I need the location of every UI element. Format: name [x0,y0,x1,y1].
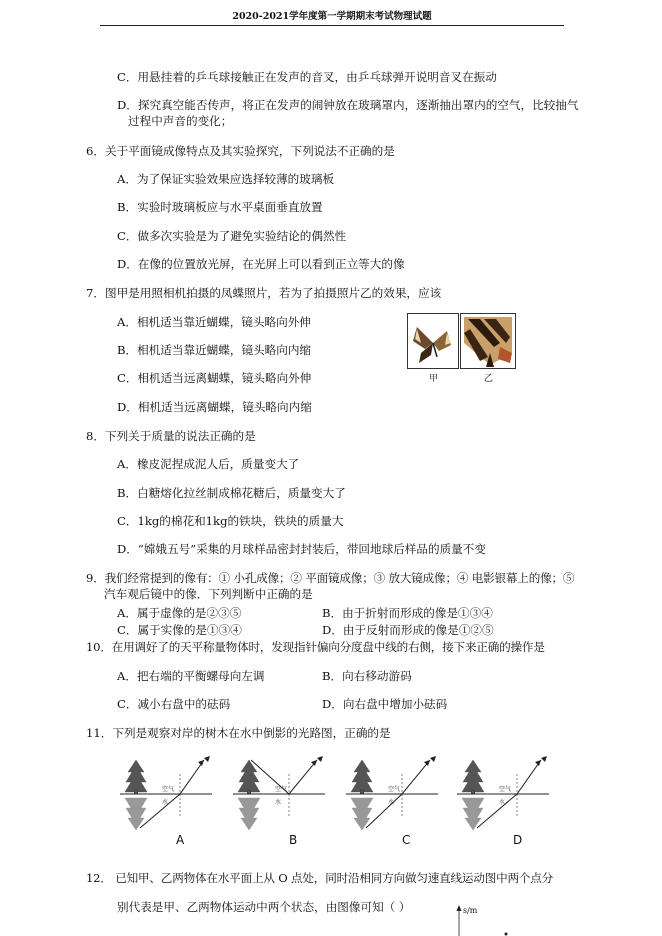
svg-text:空气: 空气 [275,786,288,793]
butterfly-label-yi: 乙 [484,374,494,384]
diagram-label-a: A [176,833,185,847]
q8-option-b: B．白糖熔化拉丝制成棉花糖后，质量变大了 [117,486,346,500]
q7-option-c: C．相机适当远离蝴蝶，镜头略向外伸 [117,371,312,385]
diagram-label-d: D [513,833,523,847]
q5-option-c: C．用悬挂着的乒乓球接触正在发声的音叉，由乒乓球弹开说明音叉在振动 [117,70,497,84]
diagram-label-b: B [289,833,298,847]
q10-option-d: D．向右盘中增加小砝码 [322,697,448,711]
svg-text:空气: 空气 [162,786,175,793]
q11-stem: 11．下列是观察对岸的树木在水中倒影的光路图，正确的是 [86,726,391,740]
q12-graph-axis [450,902,510,936]
q5-option-d-line1: D．探究真空能否传声，将正在发声的闹钟放在玻璃罩内，逐渐抽出罩内的空气，比较抽气 [117,98,579,112]
svg-text:水: 水 [162,799,169,806]
q10-stem: 10．在用调好了的天平称量物体时，发现指针偏向分度盘中线的右侧，接下来正确的操作是 [86,640,545,654]
q8-option-d: D．“嫦娥五号”采集的月球样品密封封装后，带回地球后样品的质量不变 [117,542,486,556]
ray-diagram-a [118,754,214,834]
q7-option-a: A．相机适当靠近蝴蝶，镜头略向外伸 [117,315,311,329]
eye-icon [317,756,323,762]
q9-option-c: C．属于实像的是①③④ [117,623,242,637]
q12-stem-line1: 12． 已知甲、乙两物体在水平面上从 O 点处，同时沿相同方向做匀速直线运动图中两个点分 [86,871,554,885]
q10-option-b: B．向右移动游码 [322,669,412,683]
q9-option-a: A．属于虚像的是②③⑤ [117,606,242,620]
q6-option-d: D．在像的位置放光屏，在光屏上可以看到正立等大的像 [117,257,405,271]
q6-option-c: C．做多次实验是为了避免实验结论的偶然性 [117,229,347,243]
q10-option-c: C．减小右盘中的砝码 [117,697,231,711]
q6-option-b: B．实验时玻璃板应与水平桌面垂直放置 [117,200,323,214]
svg-text:水: 水 [388,799,395,806]
q5-option-d-line2: 过程中声音的变化； [128,114,233,128]
butterfly-photo-jia [407,313,459,369]
q9-option-d: D．由于反射而形成的像是①②⑤ [322,623,494,637]
ray-diagram-d [455,754,551,834]
eye-icon [204,756,210,762]
q8-option-c: C．1kg的棉花和1kg的铁块，铁块的质量大 [117,514,344,528]
q9-stem-line1: 9．我们经常提到的像有：① 小孔成像；② 平面镜成像；③ 放大镜成像；④ 电影银幕上的像；⑤ [86,571,575,585]
q8-option-a: A．橡皮泥捏成泥人后，质量变大了 [117,457,300,471]
tree-icon [462,760,484,794]
ray-diagram-c [344,754,440,834]
tree-icon [125,760,147,794]
q7-option-d: D．相机适当远离蝴蝶，镜头略向内缩 [117,400,312,414]
svg-text:水: 水 [275,799,282,806]
ray-diagram-b [231,754,327,834]
diagram-label-c: C [402,833,411,847]
eye-icon [541,756,547,762]
butterfly-photo-yi [460,313,516,369]
eye-icon [430,756,436,762]
q7-stem: 7．图甲是用照相机拍摄的凤蝶照片，若为了拍摄照片乙的效果，应该 [86,286,442,300]
tree-reflection-icon [238,798,260,830]
svg-text:空气: 空气 [499,786,512,793]
q8-stem: 8．下列关于质量的说法正确的是 [86,429,256,443]
q12-stem-line2: 别代表是甲、乙两物体运动中两个状态，由图像可知（ ） [117,900,411,914]
q6-option-a: A．为了保证实验效果应选择较薄的玻璃板 [117,172,335,186]
tree-icon [351,760,373,794]
q10-option-a: A．把右端的平衡螺母向左调 [117,669,265,683]
q9-option-b: B．由于折射而形成的像是①③④ [322,606,493,620]
tree-reflection-icon [351,798,373,830]
q6-stem: 6．关于平面镜成像特点及其实验探究，下列说法不正确的是 [86,144,395,158]
page-header: 2020-2021学年度第一学期期末考试物理试题 [100,8,564,26]
svg-text:空气: 空气 [388,786,401,793]
q12-axis-label: s/m [463,906,478,915]
butterfly-label-jia: 甲 [429,374,439,384]
q9-stem-line2: 汽车观后镜中的像．下列判断中正确的是 [104,587,313,601]
svg-text:水: 水 [499,799,506,806]
q7-option-b: B．相机适当靠近蝴蝶，镜头略向内缩 [117,343,312,357]
